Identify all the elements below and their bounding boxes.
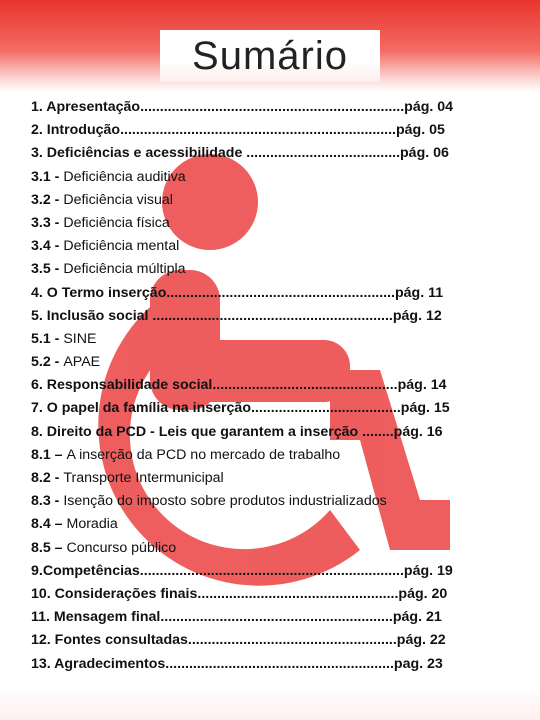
toc-entry-number: 3.2 -	[31, 191, 64, 208]
toc-entry-title: Deficiência física	[63, 214, 170, 231]
toc-entry	[31, 444, 531, 467]
toc-entry-number: 3.5 -	[31, 261, 64, 278]
page-footer-fade	[0, 686, 540, 720]
toc-entry	[31, 467, 531, 490]
toc-entry-number: 8.2 -	[31, 470, 64, 486]
toc-entry-title: Concurso público	[66, 539, 177, 556]
toc-entry-number: 3.4 -	[31, 238, 64, 255]
toc-entry: 3. Deficiências e acessibilidade .......................................pág. 06	[31, 145, 449, 162]
toc-entry: 9.Competências...................................................................pág. 19	[31, 562, 453, 579]
toc-entry-title: Deficiência múltipla	[63, 261, 186, 278]
toc-entry-title: Moradia	[66, 516, 118, 533]
toc-entry-number: 5.1 -	[31, 330, 64, 347]
toc-entry	[31, 235, 531, 258]
toc-entry	[31, 212, 531, 235]
table-of-contents	[31, 96, 531, 676]
toc-entry	[31, 351, 531, 374]
toc-entry: 2. Introdução......................................................................pág. 05	[31, 122, 445, 139]
toc-entry-number: 8.3 -	[31, 493, 64, 510]
toc-entry-number: 8.1 –	[31, 446, 67, 463]
toc-entry	[31, 513, 531, 536]
page-title: Sumário	[192, 34, 348, 78]
toc-entry-number: 3.3 -	[31, 214, 64, 231]
toc-entry-number: 8.4 –	[31, 516, 67, 533]
toc-entry-title: Isenção do imposto sobre produtos industrializados	[63, 493, 387, 510]
toc-entry-title: Deficiência mental	[63, 238, 180, 255]
toc-entry-title: Transporte Intermunicipal	[63, 470, 224, 486]
toc-entry: 13. Agradecimentos..........................................................pag. 23	[31, 655, 443, 672]
toc-entry	[31, 258, 531, 281]
toc-entry-title: APAE	[63, 354, 101, 371]
toc-entry-number: 5.2 -	[31, 354, 64, 371]
toc-entry	[31, 328, 531, 351]
toc-entry-title: SINE	[63, 330, 97, 347]
toc-entry-title: Deficiência auditiva	[63, 168, 186, 185]
toc-entry	[31, 189, 531, 212]
toc-entry: 10. Considerações finais...................................................pág. 20	[31, 585, 448, 602]
toc-entry: 6. Responsabilidade social...............................................pág. 14	[31, 377, 447, 394]
toc-entry-title: A inserção da PCD no mercado de trabalho	[66, 446, 341, 463]
toc-entry-number: 3.1 -	[31, 168, 64, 185]
toc-entry: 11. Mensagem final...........................................................pág. 21	[31, 609, 442, 626]
toc-entry-title: Deficiência visual	[63, 191, 173, 208]
toc-entry: 1. Apresentação...................................................................pág. 04	[31, 99, 454, 115]
toc-entry	[31, 490, 531, 513]
toc-entry: 4. O Termo inserção..........................................................pág. 11	[31, 284, 444, 301]
toc-entry: 5. Inclusão social .............................................................pág. 12	[31, 307, 442, 324]
toc-entry: 12. Fontes consultadas.....................................................pág. 22	[31, 632, 446, 649]
toc-entry: 8. Direito da PCD - Leis que garantem a inserção ........pág. 16	[31, 423, 443, 440]
toc-entry	[31, 166, 531, 189]
toc-entry: 7. O papel da família na inserção......................................pág. 15	[31, 400, 450, 417]
toc-entry-number: 8.5 –	[31, 539, 67, 556]
toc-entry	[31, 537, 531, 560]
